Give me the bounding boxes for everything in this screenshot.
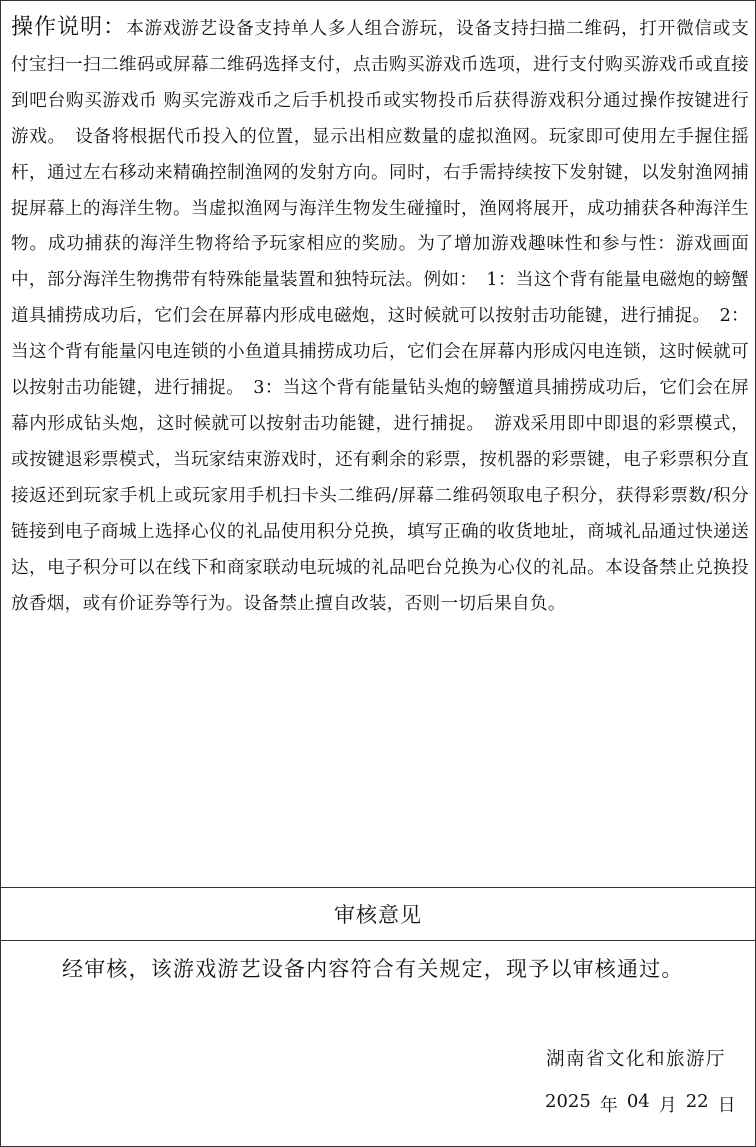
instructions-label: 操作说明： bbox=[11, 15, 127, 40]
date-year-unit: 年 bbox=[599, 1095, 618, 1116]
date-day: 22 bbox=[685, 1091, 709, 1112]
instructions-text: 本游戏游艺设备支持单人多人组合游玩，设备支持扫描二维码，打开微信或支付宝扫一扫二维码或屏幕二维码选择支付，点击购买游戏币选项，进行支付购买游戏币或直接到吧台购买游戏币 购买完游戏币之后手机投币或实物投币后获得游戏积分通过操作按键进行游戏。 设备将根据代币投入的位置，显示出相应数量的虚拟渔网。玩家即可使用左手握住摇杆，通过左右移动来精确控制渔网的发射方向。同时，右手需持续按下发射键，以发射渔网捕捉屏幕上的海洋生物。当虚拟渔网与海洋生物发生碰撞时，渔网将展开，成功捕获各种海洋生物。成功捕获的海洋生物将给予玩家相应的奖励。为了增加游戏趣味性和参与性：游戏画面中，部分海洋生物携带有特殊能量装置和独特玩法。例如： 1：当这个背有能量电磁炮的螃蟹道具捕捞成功后，它们会在屏幕内形成电磁炮，这时候就可以按射击功能键，进行捕捉。 2：当这个背有能量闪电连锁的小鱼道具捕捞成功后，它们会在屏幕内形成闪电连锁，这时候就可以按射击功能键，进行捕捉。 3：当这个背有能量钻头炮的螃蟹道具捕捞成功后，它们会在屏幕内形成钻头炮，这时候就可以按射击功能键，进行捕捉。 游戏采用即中即退的彩票模式，或按键退彩票模式，当玩家结束游戏时，还有剩余的彩票，按机器的彩票键，电子彩票积分直接返还到玩家手机上或玩家用手机扫卡头二维码/屏幕二维码领取电子积分，获得彩票数/积分链接到电子商城上选择心仪的礼品使用积分兑换，填写正确的收货地址，商城礼品通过快递送达，电子积分可以在线下和商家联动电玩城的礼品吧台兑换为心仪的礼品。本设备禁止兑换投放香烟，或有价证券等行为。设备禁止擅自改装，否则一切后果自负。 bbox=[11, 19, 749, 614]
date-month-unit: 月 bbox=[658, 1095, 677, 1116]
date-day-unit: 日 bbox=[717, 1095, 736, 1116]
review-section-title: 审核意见 bbox=[334, 903, 422, 927]
operation-instructions bbox=[1, 1, 755, 887]
date-month: 04 bbox=[626, 1091, 650, 1112]
date-year: 2025 bbox=[545, 1091, 591, 1112]
review-opinion-text: 经审核，该游戏游艺设备内容符合有关规定，现予以审核通过。 bbox=[62, 957, 684, 981]
review-date bbox=[545, 1091, 736, 1117]
issuing-authority: 湖南省文化和旅游厅 bbox=[546, 1049, 727, 1070]
table-divider bbox=[1, 940, 755, 941]
